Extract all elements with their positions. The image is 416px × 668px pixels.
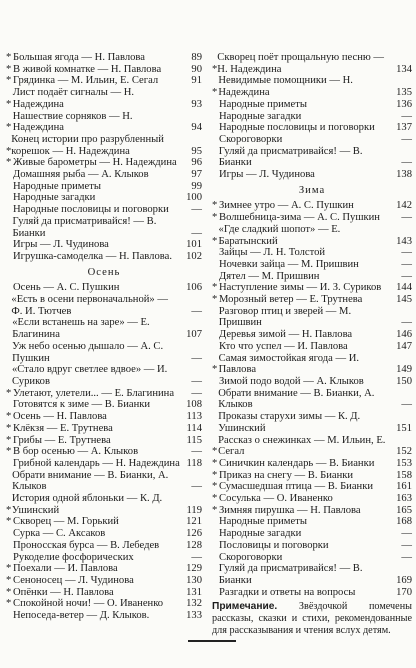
contents-entry	[212, 435, 412, 458]
entry-title: История одной яблоньки — К. Д. Ушинский	[11, 493, 163, 516]
contents-entry	[212, 353, 412, 376]
entry-title: Проказы старухи зимы — К. Д. Ушинский	[218, 411, 361, 434]
contents-entry	[212, 259, 412, 271]
entry-page-number: —	[401, 110, 412, 122]
entry-page-number: 106	[186, 282, 202, 294]
star-marker: *	[6, 434, 12, 446]
star-marker: *	[6, 75, 12, 87]
contents-entry	[212, 552, 412, 564]
entry-title: Поехали — И. Павлова	[13, 563, 118, 575]
entry-title: Скороговорки	[219, 133, 283, 145]
entry-title: Разговор птиц и зверей — М. Пришвин	[218, 305, 352, 329]
entry-page-number: 118	[186, 457, 202, 469]
entry-title: Дятел — М. Пришвин	[219, 270, 320, 282]
entry-title: Народные приметы	[219, 516, 307, 528]
star-marker: *	[212, 200, 218, 212]
entry-page-number: 145	[396, 294, 412, 306]
entry-title: Народные пословицы и поговорки	[219, 122, 375, 134]
entry-title: «Стало вдруг светлее вдвое» — И. Суриков	[12, 364, 168, 387]
entry-title: Невидимые помощники — Н. Надеждина	[218, 75, 353, 99]
entry-title: Большая ягода — Н. Павлова	[13, 52, 145, 63]
star-marker: *	[212, 212, 218, 224]
contents-entry	[212, 411, 412, 434]
contents-entry	[6, 52, 202, 64]
contents-entry	[6, 610, 202, 622]
contents-entry	[6, 111, 202, 134]
contents-entry	[212, 528, 412, 540]
contents-entry	[6, 516, 202, 528]
entry-page-number: 161	[396, 481, 412, 493]
contents-entry	[212, 481, 412, 493]
entry-page-number: 100	[186, 192, 202, 204]
contents-entry	[6, 64, 202, 76]
contents-entry	[212, 134, 412, 146]
entry-page-number: —	[401, 399, 412, 411]
entry-page-number: —	[191, 551, 202, 563]
contents-entry	[212, 271, 412, 283]
contents-entry	[212, 563, 412, 586]
entry-page-number: —	[401, 212, 412, 224]
entry-title: Обрати внимание — В. Бианки, А. Клыков	[218, 387, 375, 411]
entry-title: Сурка — С. Аксаков	[13, 528, 106, 540]
entry-page-number: —	[191, 204, 202, 216]
contents-entry	[6, 157, 202, 169]
entry-page-number: —	[401, 247, 412, 259]
entry-page-number: 97	[191, 169, 202, 181]
star-marker: *	[212, 282, 218, 294]
star-marker: *	[6, 411, 12, 423]
entry-title: Сеноносец — Л. Чудинова	[13, 574, 134, 586]
entry-title: Зимой подо водой — А. Клыков	[219, 375, 364, 387]
contents-entry	[212, 169, 412, 181]
entry-title: Нашествие сорняков — Н. Надеждина	[12, 110, 133, 134]
entry-title: Опёнки — Н. Павлова	[13, 586, 114, 598]
star-marker: *	[6, 516, 12, 528]
contents-entry	[212, 341, 412, 353]
entry-page-number: 135	[396, 87, 412, 99]
entry-page-number: —	[401, 528, 412, 540]
contents-entry	[212, 306, 412, 329]
entry-title: Скворец — М. Горький	[13, 516, 119, 528]
entry-title: Гуляй да присматривайся! — В. Бианки	[218, 145, 363, 169]
contents-entry	[212, 99, 412, 111]
entry-title: В живой комнатке — Н. Павлова	[13, 63, 162, 75]
entry-title: Морозный ветер — Е. Трутнева	[219, 294, 363, 306]
entry-title: Непоседа-ветер — Д. Клыков.	[13, 610, 150, 622]
star-marker: *	[212, 364, 218, 376]
contents-entry	[6, 587, 202, 599]
contents-entry	[6, 364, 202, 387]
entry-title: Лист подаёт сигналы — Н. Надеждина	[12, 87, 135, 110]
entry-page-number: 151	[396, 422, 412, 434]
star-marker: *	[212, 457, 218, 469]
entry-page-number: 144	[396, 282, 412, 294]
entry-page-number: 137	[396, 122, 412, 134]
contents-entry	[6, 181, 202, 193]
entry-title: Спокойной ночи! — О. Иваненко	[13, 598, 164, 610]
contents-entry	[6, 192, 202, 204]
star-marker: *	[212, 493, 218, 505]
footnote-heading: Примечание.	[212, 601, 278, 613]
entry-title: Игрушка-самоделка — Н. Павлова.	[13, 250, 172, 262]
entry-title: Кто что успел — И. Павлова	[219, 340, 348, 352]
contents-entry	[212, 111, 412, 123]
contents-entry	[6, 251, 202, 263]
entry-page-number: 94	[191, 122, 202, 134]
contents-left-column	[6, 52, 202, 622]
entry-title: Народные загадки	[13, 192, 96, 204]
contents-entry	[6, 317, 202, 340]
entry-page-number: —	[401, 539, 412, 551]
contents-entry	[212, 458, 412, 470]
contents-entry	[212, 200, 412, 212]
entry-page-number: 165	[396, 504, 412, 516]
entry-page-number: 113	[186, 411, 202, 423]
contents-entry	[6, 87, 202, 110]
contents-entry	[212, 294, 412, 306]
entry-page-number: 134	[396, 63, 412, 75]
entry-page-number: 102	[186, 250, 202, 262]
entry-title: Гуляй да присматривайся! — В. Бианки	[12, 215, 157, 239]
contents-entry	[6, 216, 202, 239]
entry-page-number: 132	[186, 598, 202, 610]
entry-page-number: 93	[191, 98, 202, 110]
entry-page-number: —	[191, 227, 202, 239]
entry-title: Клёкзя — Е. Трутнева	[13, 422, 113, 434]
entry-title: Игры — Л. Чудинова	[13, 239, 109, 251]
entry-title: Конец истории про разрубленный корешок — Н. Надеждина	[11, 133, 164, 157]
star-marker: *	[6, 598, 12, 610]
contents-entry	[6, 423, 202, 435]
entry-title: Деревья зимой — Н. Павлова	[219, 329, 353, 341]
entry-page-number: 138	[396, 169, 412, 181]
contents-entry	[6, 458, 202, 470]
entry-page-number: —	[401, 133, 412, 145]
star-marker: *	[6, 145, 12, 157]
contents-entry	[6, 341, 202, 364]
contents-entry	[212, 75, 412, 98]
entry-page-number: 153	[396, 457, 412, 469]
contents-entry	[6, 388, 202, 400]
entry-page-number: —	[401, 317, 412, 329]
star-marker: *	[6, 586, 12, 598]
entry-page-number: —	[401, 258, 412, 270]
entry-page-number: —	[191, 352, 202, 364]
entry-title: «Есть в осени первоначальной» — Ф. И. Тютчев	[11, 294, 168, 317]
entry-title: Народные пословицы и поговорки	[13, 204, 169, 216]
contents-entry	[212, 376, 412, 388]
entry-page-number: 114	[186, 422, 202, 434]
entry-page-number: 170	[396, 586, 412, 598]
entry-page-number: 129	[186, 563, 202, 575]
star-marker: *	[6, 157, 12, 169]
entry-title: Народные загадки	[219, 528, 302, 540]
entry-title: Осень — Н. Павлова	[13, 411, 107, 423]
entry-page-number: 146	[396, 329, 412, 341]
star-marker: *	[6, 122, 12, 134]
entry-page-number: 121	[186, 516, 202, 528]
entry-title: Синичкин календарь — В. Бианки	[219, 457, 375, 469]
entry-page-number: 150	[396, 375, 412, 387]
star-marker: *	[212, 504, 218, 516]
entry-page-number: —	[191, 305, 202, 317]
contents-entry	[212, 470, 412, 482]
entry-title: Осень — А. С. Пушкин	[13, 282, 120, 294]
entry-title: Грядинка — М. Ильин, Е. Сегал	[13, 75, 159, 87]
entry-page-number: 119	[186, 504, 202, 516]
star-marker: *	[6, 446, 12, 458]
contents-entry	[212, 505, 412, 517]
entry-page-number: —	[401, 551, 412, 563]
star-marker: *	[212, 87, 218, 99]
contents-entry	[6, 446, 202, 458]
contents-entry	[212, 247, 412, 259]
section-heading: Осень	[87, 266, 121, 278]
entry-title: Уж небо осенью дышало — А. С. Пушкин	[12, 340, 164, 364]
bottom-rule	[188, 640, 236, 642]
contents-entry	[212, 212, 412, 224]
star-marker: *	[6, 574, 12, 586]
entry-title: Гуляй да присматривайся! — В. Бианки	[218, 563, 363, 586]
entry-page-number: 133	[186, 610, 202, 622]
entry-title: Обрати внимание — В. Бианки, А. Клыков	[12, 469, 169, 493]
entry-page-number: —	[401, 270, 412, 282]
entry-page-number: 158	[396, 469, 412, 481]
star-marker: *	[212, 235, 218, 247]
entry-title: Улетают, улетели... — Е. Благинина	[13, 387, 175, 399]
star-marker: *	[212, 481, 218, 493]
contents-entry	[6, 540, 202, 552]
entry-title: Народные приметы	[219, 98, 307, 110]
contents-entry	[6, 493, 202, 516]
entry-page-number: 168	[396, 516, 412, 528]
entry-title: Зимняя пирушка — Н. Павлова	[219, 504, 361, 516]
entry-title: Грибной календарь — Н. Надеждина	[13, 457, 180, 469]
contents-entry	[212, 146, 412, 169]
entry-title: Зайцы — Л. Н. Толстой	[219, 247, 326, 259]
entry-title: Приказ на снегу — В. Бианки	[219, 469, 354, 481]
star-marker: *	[6, 563, 12, 575]
entry-page-number: 107	[186, 329, 202, 341]
footnote-text: Звёздочкой помечены рассказы, сказки и стихи, рекомендованные для рассказывания и чтения вслух детям.	[212, 601, 412, 636]
entry-title: Разгадки и ответы на вопросы	[219, 586, 356, 598]
contents-entry	[212, 329, 412, 341]
entry-title: Сосулька — О. Иваненко	[219, 493, 333, 505]
entry-title: Волшебница-зима — А. С. Пушкин	[219, 212, 380, 224]
entry-page-number: —	[191, 481, 202, 493]
entry-page-number: 130	[186, 574, 202, 586]
contents-entry	[6, 134, 202, 157]
entry-page-number: 115	[186, 434, 202, 446]
entry-page-number: 131	[186, 586, 202, 598]
entry-title: Проносская бурса — В. Лебедев	[13, 539, 160, 551]
contents-entry	[6, 598, 202, 610]
contents-entry	[6, 411, 202, 423]
entry-title: Рукоделие фосфорических	[13, 551, 134, 563]
contents-entry	[212, 52, 412, 75]
contents-entry	[6, 552, 202, 564]
entry-title: Пословицы и поговорки	[219, 539, 329, 551]
contents-entry	[6, 575, 202, 587]
entry-page-number: 95	[191, 145, 202, 157]
entry-title: «Если встанешь на заре» — Е. Благинина	[12, 317, 150, 341]
star-marker: *	[6, 63, 12, 75]
entry-title: Скворец поёт прощальную песню — Н. Надеждина	[217, 52, 385, 75]
entry-page-number: 96	[191, 157, 202, 169]
entry-page-number: 136	[396, 98, 412, 110]
entry-page-number: 128	[186, 539, 202, 551]
entry-title: Наступление зимы — И. З. Суриков	[219, 282, 382, 294]
contents-entry	[212, 224, 412, 247]
entry-page-number: 101	[186, 239, 202, 251]
entry-page-number: 169	[396, 574, 412, 586]
entry-title: Грибы — Е. Трутнева	[13, 434, 111, 446]
contents-entry	[6, 204, 202, 216]
contents-entry	[6, 435, 202, 447]
entry-title: «Где сладкий шопот» — Е. Баратынский	[218, 223, 341, 247]
star-marker: *	[6, 422, 12, 434]
star-marker: *	[6, 98, 12, 110]
entry-title: Зимнее утро — А. С. Пушкин	[219, 200, 354, 212]
entry-page-number: 91	[191, 75, 202, 87]
entry-title: Народные приметы	[13, 180, 101, 192]
contents-entry	[212, 282, 412, 294]
entry-title: Домашняя рыба — А. Клыков	[13, 169, 149, 181]
star-marker: *	[212, 469, 218, 481]
entry-page-number: 149	[396, 364, 412, 376]
contents-entry	[212, 516, 412, 528]
entry-page-number: —	[191, 446, 202, 458]
entry-title: Игры — Л. Чудинова	[219, 169, 315, 181]
entry-title: Готовятся к зиме — В. Бианки	[13, 399, 151, 411]
entry-page-number: 152	[396, 446, 412, 458]
star-marker: *	[6, 52, 12, 63]
entry-page-number: —	[401, 157, 412, 169]
entry-title: Самая зимостойкая ягода — И. Павлова	[218, 352, 359, 376]
star-marker: *	[212, 294, 218, 306]
entry-page-number: —	[191, 387, 202, 399]
entry-title: Народные загадки	[219, 110, 302, 122]
entry-page-number: 142	[396, 200, 412, 212]
contents-entry	[6, 282, 202, 294]
contents-entry	[6, 239, 202, 251]
contents-entry	[6, 75, 202, 87]
contents-entry	[212, 493, 412, 505]
contents-right-column	[212, 52, 412, 636]
star-marker: *	[212, 63, 218, 75]
entry-page-number: 147	[396, 340, 412, 352]
contents-entry	[6, 294, 202, 317]
contents-entry	[212, 388, 412, 411]
contents-entry	[6, 470, 202, 493]
entry-page-number: —	[191, 375, 202, 387]
contents-entry	[6, 528, 202, 540]
entry-title: Живые барометры — Н. Надеждина	[13, 157, 177, 169]
entry-page-number: 163	[396, 493, 412, 505]
entry-page-number: 108	[186, 399, 202, 411]
entry-page-number: 143	[396, 235, 412, 247]
contents-entry	[212, 540, 412, 552]
entry-page-number: 89	[191, 52, 202, 63]
contents-entry	[6, 169, 202, 181]
contents-entry	[212, 587, 412, 599]
entry-title: В бор осенью — А. Клыков	[13, 446, 139, 458]
entry-title: Скороговорки	[219, 551, 283, 563]
star-marker: *	[6, 504, 12, 516]
star-marker: *	[212, 446, 218, 458]
entry-title: Сумасшедшая птица — В. Бианки	[219, 481, 374, 493]
contents-entry	[6, 399, 202, 411]
section-heading: Зима	[298, 184, 326, 196]
entry-title: Рассказ о снежинках — М. Ильин, Е. Сегал	[218, 434, 386, 458]
contents-entry	[6, 563, 202, 575]
entry-page-number: 126	[186, 528, 202, 540]
entry-page-number: 99	[191, 180, 202, 192]
entry-page-number: 90	[191, 63, 202, 75]
star-marker: *	[6, 387, 12, 399]
contents-entry	[212, 122, 412, 134]
footnote	[212, 601, 412, 636]
entry-title: Ночевки зайца — М. Пришвин	[219, 258, 359, 270]
